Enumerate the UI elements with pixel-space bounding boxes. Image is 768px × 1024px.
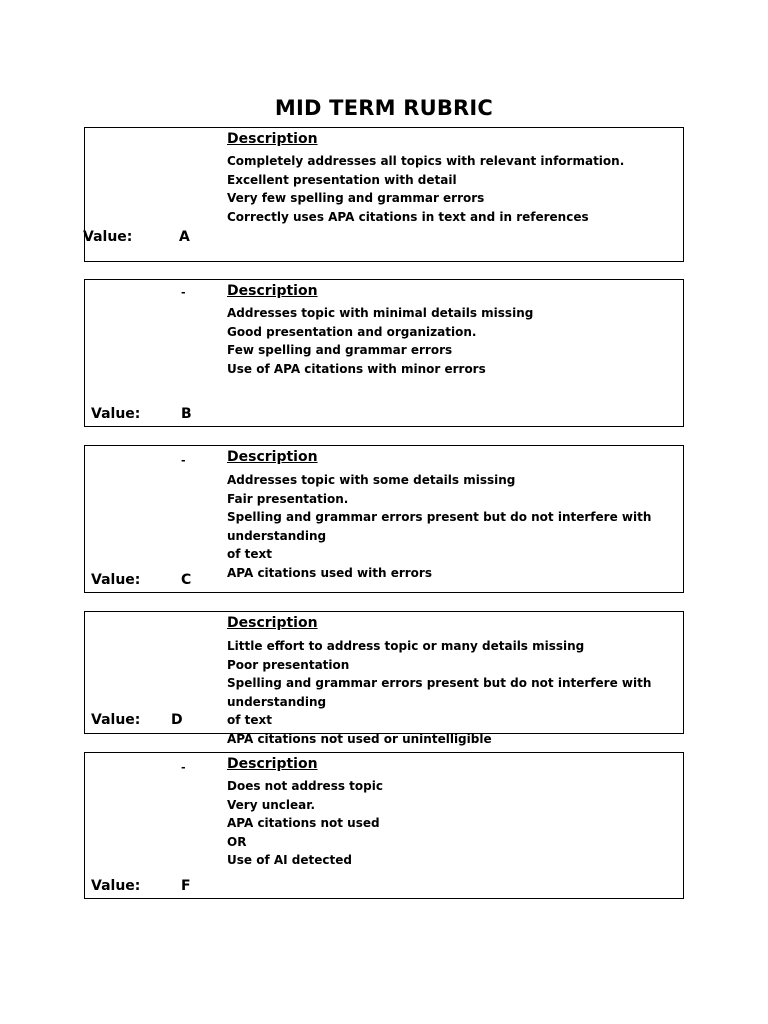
description-line: Poor presentation	[227, 657, 350, 672]
description-lines	[227, 152, 677, 226]
description-line: APA citations used with errors	[227, 565, 432, 580]
description-line: OR	[227, 834, 247, 849]
description-line: Spelling and grammar errors present but do not interfere with understanding	[227, 510, 652, 543]
page-title: MID TERM RUBRIC	[274, 96, 494, 120]
rubric-box-c	[84, 445, 684, 593]
description-line: APA citations not used or unintelligible	[227, 731, 492, 746]
description-heading: Description	[227, 756, 318, 772]
description-heading: Description	[227, 449, 318, 465]
description-line: APA citations not used	[227, 816, 380, 830]
description-line: Use of AI detected	[227, 853, 352, 867]
description-line: Addresses topic with minimal details missing	[227, 306, 534, 320]
value-label: Value:	[91, 406, 141, 422]
description-line: of text	[227, 713, 272, 727]
description-lines	[227, 777, 677, 870]
grade-value: A	[179, 229, 190, 245]
description-lines	[227, 471, 677, 582]
rubric-box-d	[84, 611, 684, 746]
description-line: Excellent presentation with detail	[227, 172, 457, 187]
value-label: Value:	[91, 878, 141, 894]
description-line: Very few spelling and grammar errors	[227, 191, 485, 205]
description-line: Little effort to address topic or many details missing	[227, 639, 585, 653]
rubric-box-b	[84, 279, 684, 427]
description-heading: Description	[227, 283, 318, 299]
description-heading: Description	[227, 131, 318, 147]
grade-value: B	[181, 406, 192, 422]
description-heading: Description	[227, 615, 318, 631]
grade-value: F	[181, 878, 191, 894]
description-lines	[227, 637, 677, 748]
grade-value: D	[171, 712, 183, 728]
value-label: Value:	[91, 572, 141, 588]
description-line: Does not address topic	[227, 779, 383, 793]
description-line: Completely addresses all topics with relevant information.	[227, 154, 625, 168]
description-line: Very unclear.	[227, 797, 316, 812]
marker: -	[181, 761, 186, 774]
description-line: Fair presentation.	[227, 491, 349, 506]
description-line: Few spelling and grammar errors	[227, 343, 453, 357]
description-line: Spelling and grammar errors present but do not interfere with understanding	[227, 676, 652, 709]
rubric-box-f	[84, 752, 684, 899]
grade-value: C	[181, 572, 192, 588]
value-label: Value:	[83, 229, 133, 245]
rubric-box-a	[84, 127, 684, 262]
description-line: of text	[227, 547, 272, 561]
description-line: Correctly uses APA citations in text and in references	[227, 209, 589, 224]
value-label: Value:	[91, 712, 141, 728]
description-line: Good presentation and organization.	[227, 324, 477, 339]
marker: -	[181, 454, 186, 467]
description-line: Use of APA citations with minor errors	[227, 361, 486, 376]
description-line: Addresses topic with some details missing	[227, 473, 516, 487]
marker: -	[181, 286, 186, 299]
description-lines	[227, 304, 677, 378]
